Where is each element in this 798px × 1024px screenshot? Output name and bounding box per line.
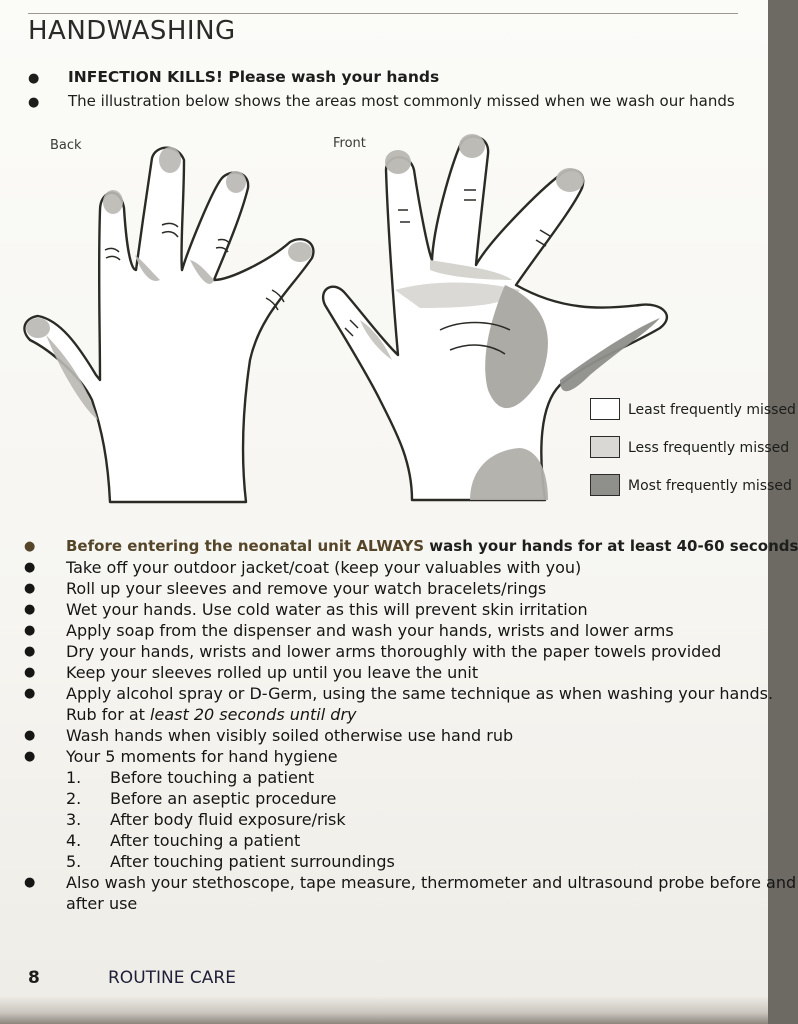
list-item xyxy=(24,746,768,767)
legend-swatch xyxy=(590,474,620,496)
legend-item-most xyxy=(588,474,792,512)
page-title: HANDWASHING xyxy=(28,16,236,46)
intro-line-2: The illustration below shows the areas most commonly missed when we wash our hands xyxy=(68,92,735,110)
list-item-text: Keep your sleeves rolled up until you leave the unit xyxy=(66,663,479,682)
list-item-text: Apply soap from the dispenser and wash your hands, wrists and lower arms xyxy=(66,621,674,640)
list-item xyxy=(24,578,768,599)
moment-text: Before touching a patient xyxy=(110,768,315,787)
first-item-part-2: ALWAYS xyxy=(356,537,425,555)
list-item-text: Apply alcohol spray or D-Germ, using the same technique as when washing your hands. xyxy=(66,684,774,703)
list-item xyxy=(24,641,768,662)
list-item xyxy=(24,662,768,683)
bullet-icon: ● xyxy=(24,581,36,596)
rub-italic: least 20 seconds until dry xyxy=(150,705,357,724)
moment-number: 3. xyxy=(66,810,82,829)
back-hand xyxy=(24,148,313,502)
bullet-icon: ● xyxy=(24,749,36,764)
intro-bullet-1 xyxy=(28,68,768,92)
page-number: 8 xyxy=(28,968,40,988)
moment-item xyxy=(24,851,768,872)
list-item-text: Also wash your stethoscope, tape measure, thermometer and ultrasound probe before and xyxy=(66,873,797,892)
moment-text: Before an aseptic procedure xyxy=(110,789,337,808)
list-item xyxy=(24,536,798,557)
bullet-icon: ● xyxy=(24,623,36,638)
moment-number: 1. xyxy=(66,768,82,787)
section-name: ROUTINE CARE xyxy=(108,968,236,988)
page-footer xyxy=(28,968,236,988)
list-item-text: Roll up your sleeves and remove your watch bracelets/rings xyxy=(66,579,547,598)
bullet-icon: ● xyxy=(24,686,36,701)
list-item xyxy=(24,683,774,704)
rub-prefix: Rub for at xyxy=(66,705,151,724)
legend xyxy=(588,398,796,512)
top-rule xyxy=(28,13,738,14)
list-item xyxy=(24,620,768,641)
moment-item xyxy=(24,809,768,830)
bullet-icon: ● xyxy=(24,728,36,743)
legend-item-less xyxy=(588,436,790,474)
legend-swatch xyxy=(590,436,620,458)
bullet-icon: ● xyxy=(24,665,36,680)
moment-item xyxy=(24,788,768,809)
list-item-text: Take off your outdoor jacket/coat (keep your valuables with you) xyxy=(66,558,582,577)
legend-swatch xyxy=(590,398,620,420)
list-item xyxy=(24,872,797,893)
list-item xyxy=(24,557,768,578)
hands-illustration xyxy=(0,130,796,520)
bullet-icon: ● xyxy=(24,875,36,890)
front-label: Front xyxy=(333,136,366,151)
instruction-list xyxy=(24,536,798,914)
moment-number: 2. xyxy=(66,789,82,808)
legend-label: Least frequently missed xyxy=(628,402,796,418)
intro-line-1: INFECTION KILLS! Please wash your hands xyxy=(68,68,440,86)
bullet-icon: ● xyxy=(24,644,36,659)
bullet-icon: ● xyxy=(24,539,36,554)
moment-item xyxy=(24,830,768,851)
list-item xyxy=(24,599,768,620)
intro-bullets xyxy=(28,68,768,116)
moment-text: After touching patient surroundings xyxy=(110,852,395,871)
list-item-text: Wet your hands. Use cold water as this will prevent skin irritation xyxy=(66,600,588,619)
bullet-icon: ● xyxy=(24,602,36,617)
list-item-text: Your 5 moments for hand hygiene xyxy=(66,747,338,766)
moment-item xyxy=(24,767,768,788)
intro-bullet-2 xyxy=(28,92,768,116)
moment-text: After body fluid exposure/risk xyxy=(110,810,346,829)
page-edge-shadow xyxy=(0,996,768,1024)
moment-text: After touching a patient xyxy=(110,831,301,850)
legend-label: Less frequently missed xyxy=(628,440,790,456)
list-item-continuation xyxy=(24,893,768,914)
list-item xyxy=(24,725,768,746)
bullet-icon: ● xyxy=(24,560,36,575)
moment-number: 4. xyxy=(66,831,82,850)
list-item-continuation xyxy=(24,704,768,725)
list-item-text: Dry your hands, wrists and lower arms thoroughly with the paper towels provided xyxy=(66,642,722,661)
moment-number: 5. xyxy=(66,852,82,871)
list-item-text: Wash hands when visibly soiled otherwise use hand rub xyxy=(66,726,514,745)
back-label: Back xyxy=(50,138,82,153)
list-item-text: after use xyxy=(66,894,138,913)
first-item-part-1: Before entering the neonatal unit xyxy=(66,537,357,555)
legend-item-least xyxy=(588,398,796,436)
legend-label: Most frequently missed xyxy=(628,478,792,494)
bullet-icon: ● xyxy=(28,71,40,86)
bullet-icon: ● xyxy=(28,95,40,110)
first-item-part-3: wash your hands for at least 40-60 seconds xyxy=(424,537,798,555)
